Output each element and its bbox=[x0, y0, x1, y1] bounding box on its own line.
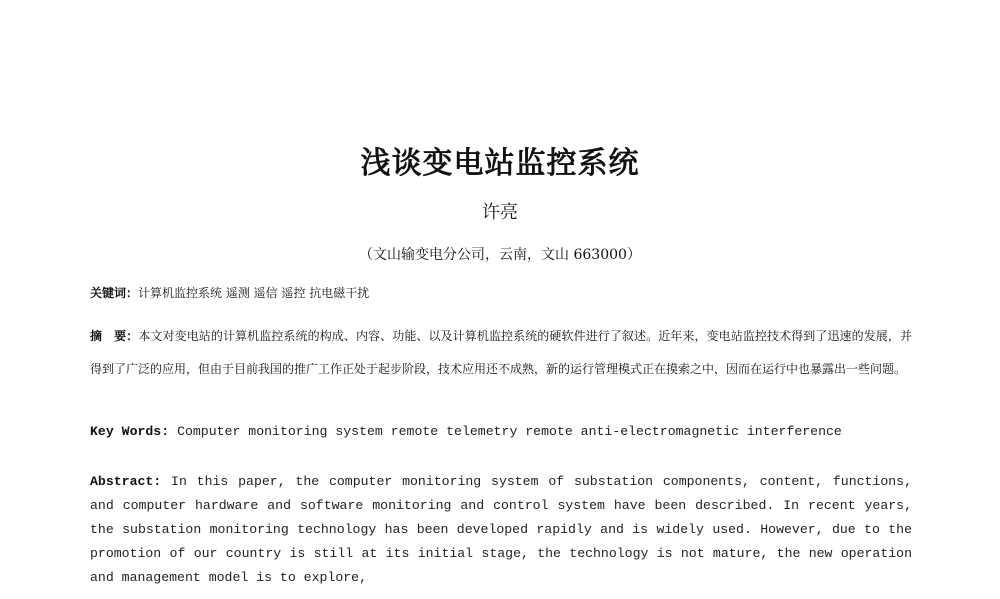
abstract-en-text: In this paper, the computer monitoring system of substation components, content, functions, and computer hardware and software monitoring and control system have been described. In recent years, the substation monitoring technology has been developed rapidly and is widely used. However, due to the promotion of our country is still at its initial stage, the technology is not mature, the new operation and management model is to explore, bbox=[90, 474, 912, 585]
paper-title: 浅谈变电站监控系统 bbox=[360, 146, 640, 181]
keywords-en bbox=[90, 421, 912, 442]
keywords-en-text: Computer monitoring system remote telemetry remote anti-electromagnetic interference bbox=[177, 424, 842, 439]
abstract-cn bbox=[90, 320, 912, 386]
abstract-en-label: Abstract: bbox=[90, 474, 162, 489]
abstract-cn-text: 本文对变电站的计算机监控系统的构成、内容、功能、以及计算机监控系统的硬软件进行了叙述。近年来，变电站监控技术得到了迅速的发展，并得到了广泛的应用，但由于目前我国的推广工作正处于起步阶段，技术应用还不成熟，新的运行管理模式正在摸索之中，因而在运行中也暴露出一些问题。 bbox=[90, 329, 912, 376]
abstract-cn-label: 摘 要： bbox=[90, 329, 139, 343]
author-name: 许亮 bbox=[482, 202, 518, 223]
keywords-en-label: Key Words: bbox=[90, 424, 170, 439]
keywords-cn bbox=[90, 284, 912, 301]
keywords-cn-label: 关键词： bbox=[90, 286, 139, 300]
abstract-en bbox=[90, 470, 912, 590]
affiliation: （文山输变电分公司，云南，文山 663000） bbox=[359, 247, 641, 263]
keywords-cn-text: 计算机监控系统 遥测 遥信 遥控 抗电磁干扰 bbox=[138, 286, 370, 300]
